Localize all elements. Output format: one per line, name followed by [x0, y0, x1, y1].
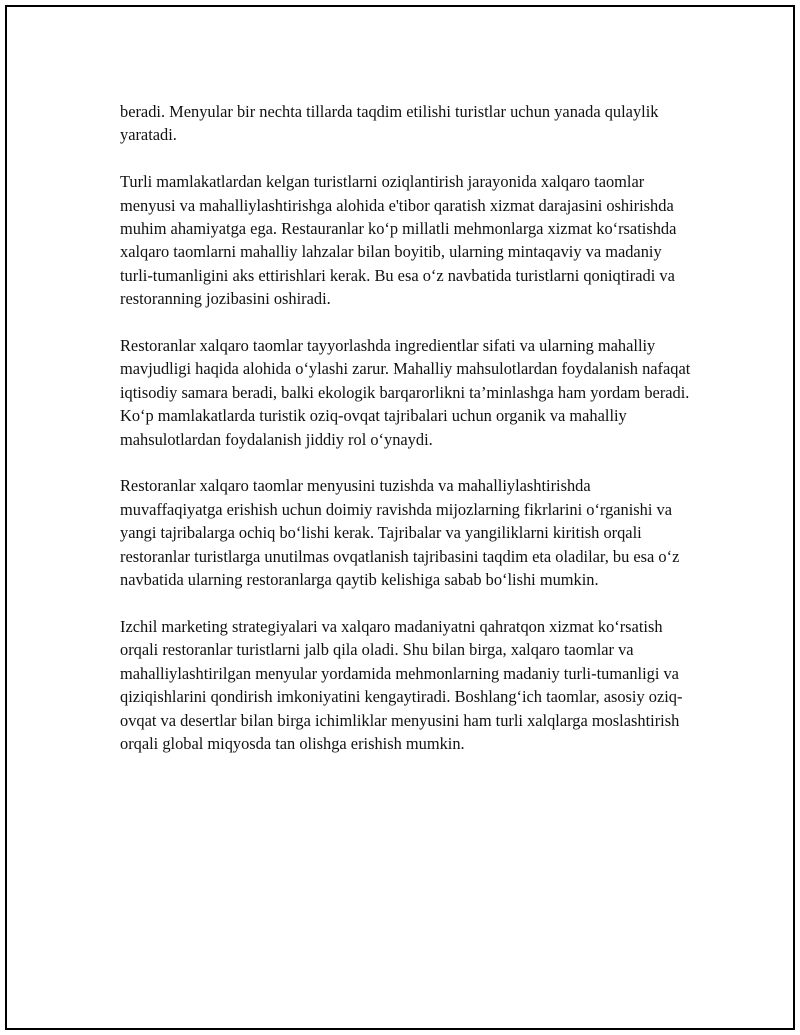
paragraph-4: Restoranlar xalqaro taomlar menyusini tuzishda va mahalliylashtirishda muvaffaqiyatga erishish uchun doimiy ravishda mijozlarning fikrlarini o‘rganishi va yangi tajribalarga ochiq bo‘lishi kerak. Tajribalar va yangiliklarni kiritish orqali restoranlar turistlarga unutilmas ovqatlanish tajribasini taqdim eta oladilar, bu esa o‘z navbatida ularning restoranlarga qaytib kelishiga sabab bo‘lishi mumkin.: [120, 476, 680, 590]
paragraph-1: beradi. Menyular bir nechta tillarda taqdim etilishi turistlar uchun yanada qulaylik yaratadi.: [120, 102, 659, 145]
paragraph-3: Restoranlar xalqaro taomlar tayyorlashda ingredientlar sifati va ularning mahalliy mavjudligi haqida alohida o‘ylashi zarur. Mahalliy mahsulotlardan foydalanish nafaqat iqtisodiy samara beradi, balki ekologik barqarorlikni ta’minlashga ham yordam beradi. Ko‘p mamlakatlarda turistik oziq-ovqat tajribalari uchun organik va mahalliy mahsulotlardan foydalanish jiddiy rol o‘ynaydi.: [120, 336, 691, 449]
document-body: [120, 100, 695, 779]
paragraph-5: Izchil marketing strategiyalari va xalqaro madaniyatni qahratqon xizmat ko‘rsatish orqali restoranlar turistlarni jalb qila oladi. Shu bilan birga, xalqaro taomlar va mahalliylashtirilgan menyular yordamida mehmonlarning madaniy turli-tumanligi va qiziqishlarini qondirish imkoniyatini kengaytiradi. Boshlang‘ich taomlar, asosiy oziq-ovqat va desertlar bilan birga ichimliklar menyusini ham turli xalqlarga moslashtirish orqali global miqyosda tan olishga erishish mumkin.: [120, 616, 683, 753]
page-frame: [5, 5, 795, 1030]
paragraph-2: Turli mamlakatlardan kelgan turistlarni oziqlantirish jarayonida xalqaro taomlar menyusi va mahalliylashtirishga alohida e'tibor qaratish xizmat darajasini oshirishda muhim ahamiyatga ega. Restauranlar ko‘p millatli mehmonlarga xizmat ko‘rsatishda xalqaro taomlarni mahalliy lahzalar bilan boyitib, ularning mintaqaviy va madaniy turli-tumanligini aks ettirishlari kerak. Bu esa o‘z navbatida turistlarni qoniqtiradi va restoranning jozibasini oshiradi.: [120, 172, 677, 309]
